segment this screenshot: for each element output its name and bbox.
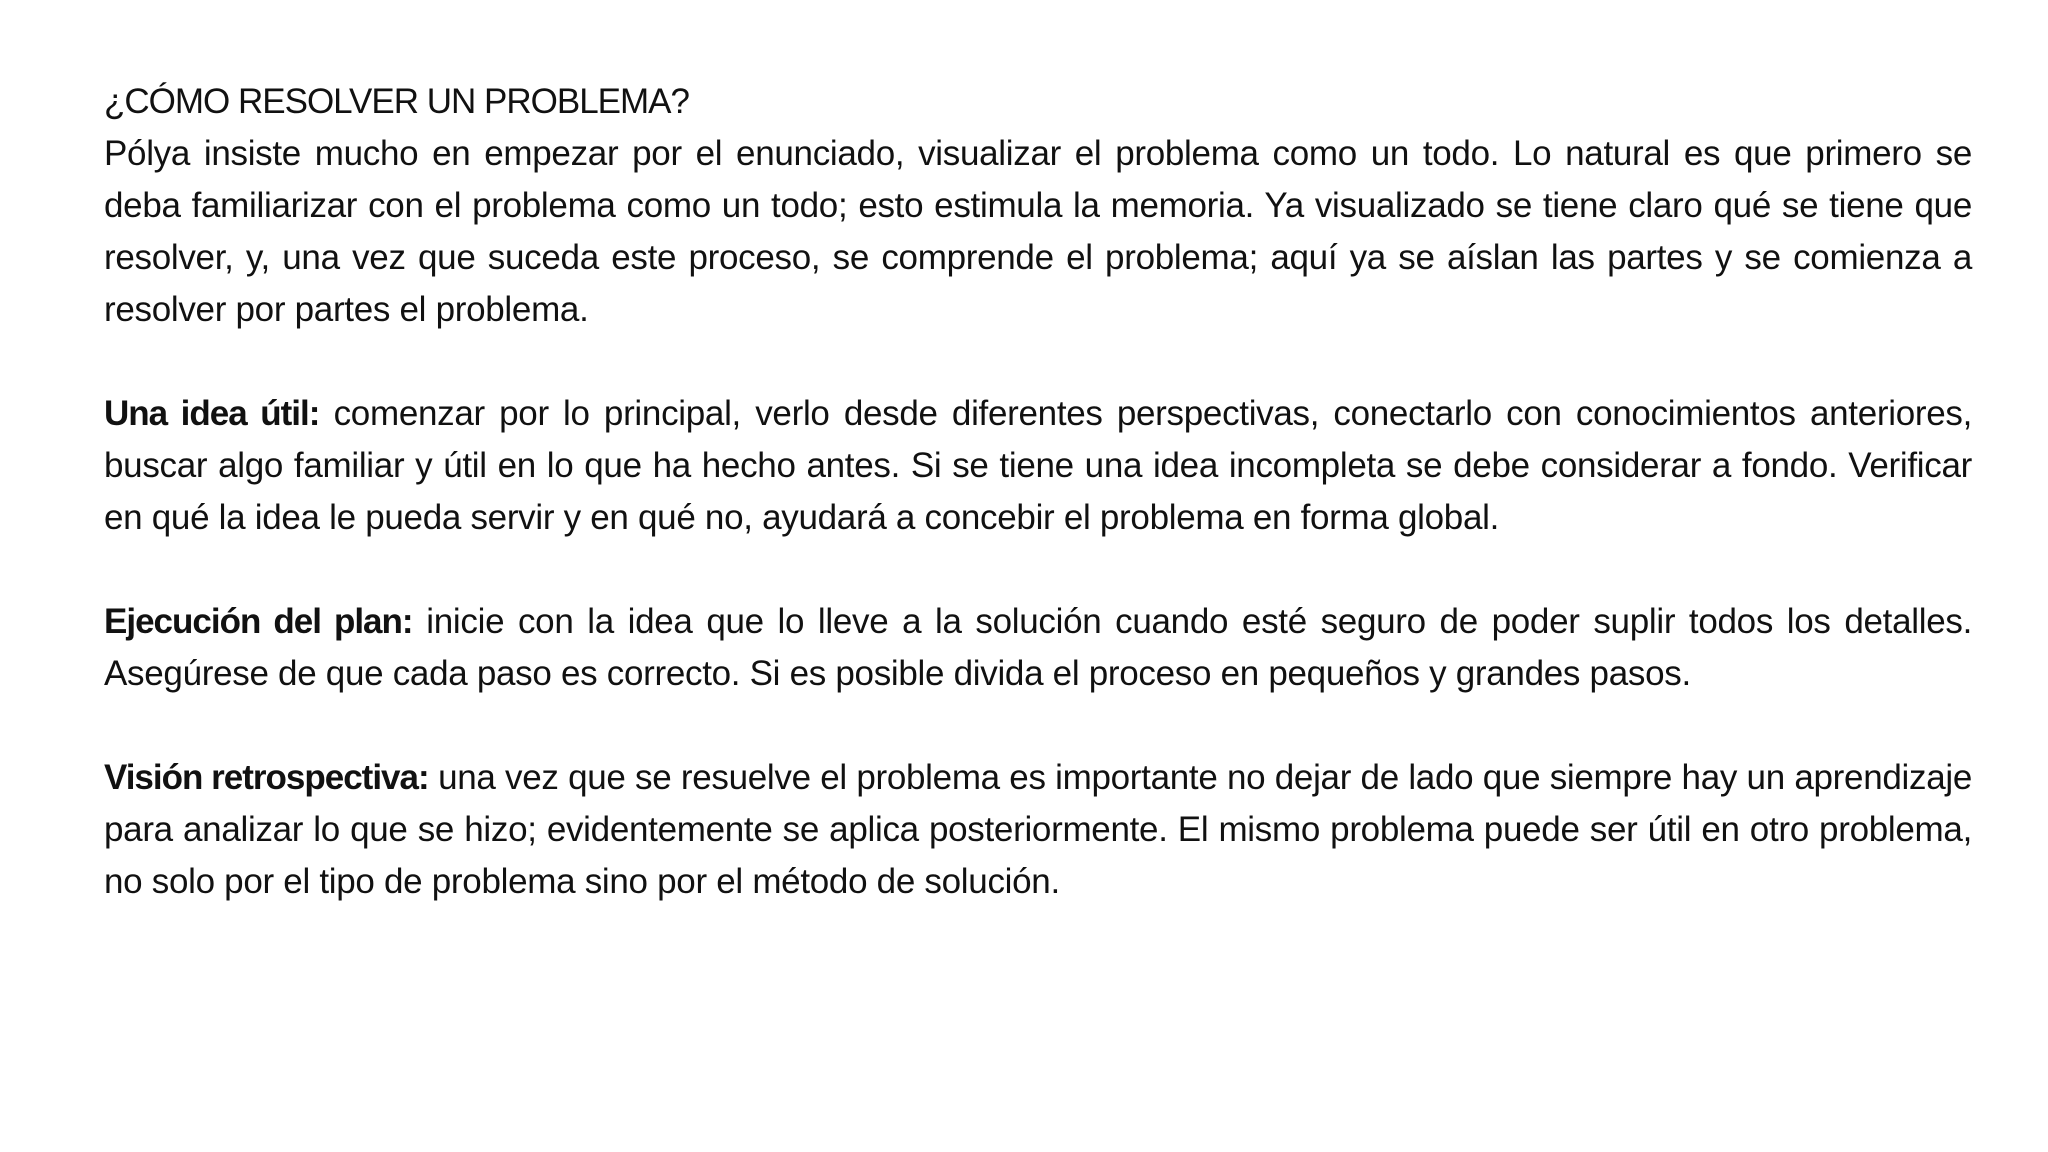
slide-body (104, 76, 1972, 908)
section-paragraph-ejecucion (104, 596, 1972, 700)
section-text-vision: una vez que se resuelve el problema es importante no dejar de lado que siempre hay un aprendizaje para analizar lo que se hizo; evidentemente se aplica posteriormente. El mismo problema puede ser útil en otro problema, no solo por el tipo de problema sino por el método de solución. (104, 758, 1973, 901)
section-heading-vision: Visión retrospectiva: (104, 758, 429, 797)
section-paragraph-idea-util (104, 388, 1972, 544)
section-heading-ejecucion: Ejecución del plan: (104, 602, 413, 641)
page-title: ¿CÓMO RESOLVER UN PROBLEMA? (104, 82, 689, 121)
section-text-ejecucion: inicie con la idea que lo lleve a la solución cuando esté seguro de poder suplir todos los detalles. Asegúrese de que cada paso es correcto. Si es posible divida el proceso en pequeños y grandes pasos. (104, 602, 1972, 693)
section-paragraph-vision (104, 752, 1972, 908)
intro-paragraph: Pólya insiste mucho en empezar por el enunciado, visualizar el problema como un todo. Lo natural es que primero se deba familiarizar con el problema como un todo; esto estimula la memoria. Ya visualizado se tiene claro qué se tiene que resolver, y, una vez que suceda este proceso, se comprende el problema; aquí ya se aíslan las partes y se comienza a resolver por partes el problema. (104, 134, 1972, 329)
section-heading-idea-util: Una idea útil: (104, 394, 320, 433)
section-text-idea-util: comenzar por lo principal, verlo desde diferentes perspectivas, conectarlo con conocimientos anteriores, buscar algo familiar y útil en lo que ha hecho antes. Si se tiene una idea incompleta se debe considerar a fondo. Verificar en qué la idea le pueda servir y en qué no, ayudará a concebir el problema en forma global. (104, 394, 1973, 537)
